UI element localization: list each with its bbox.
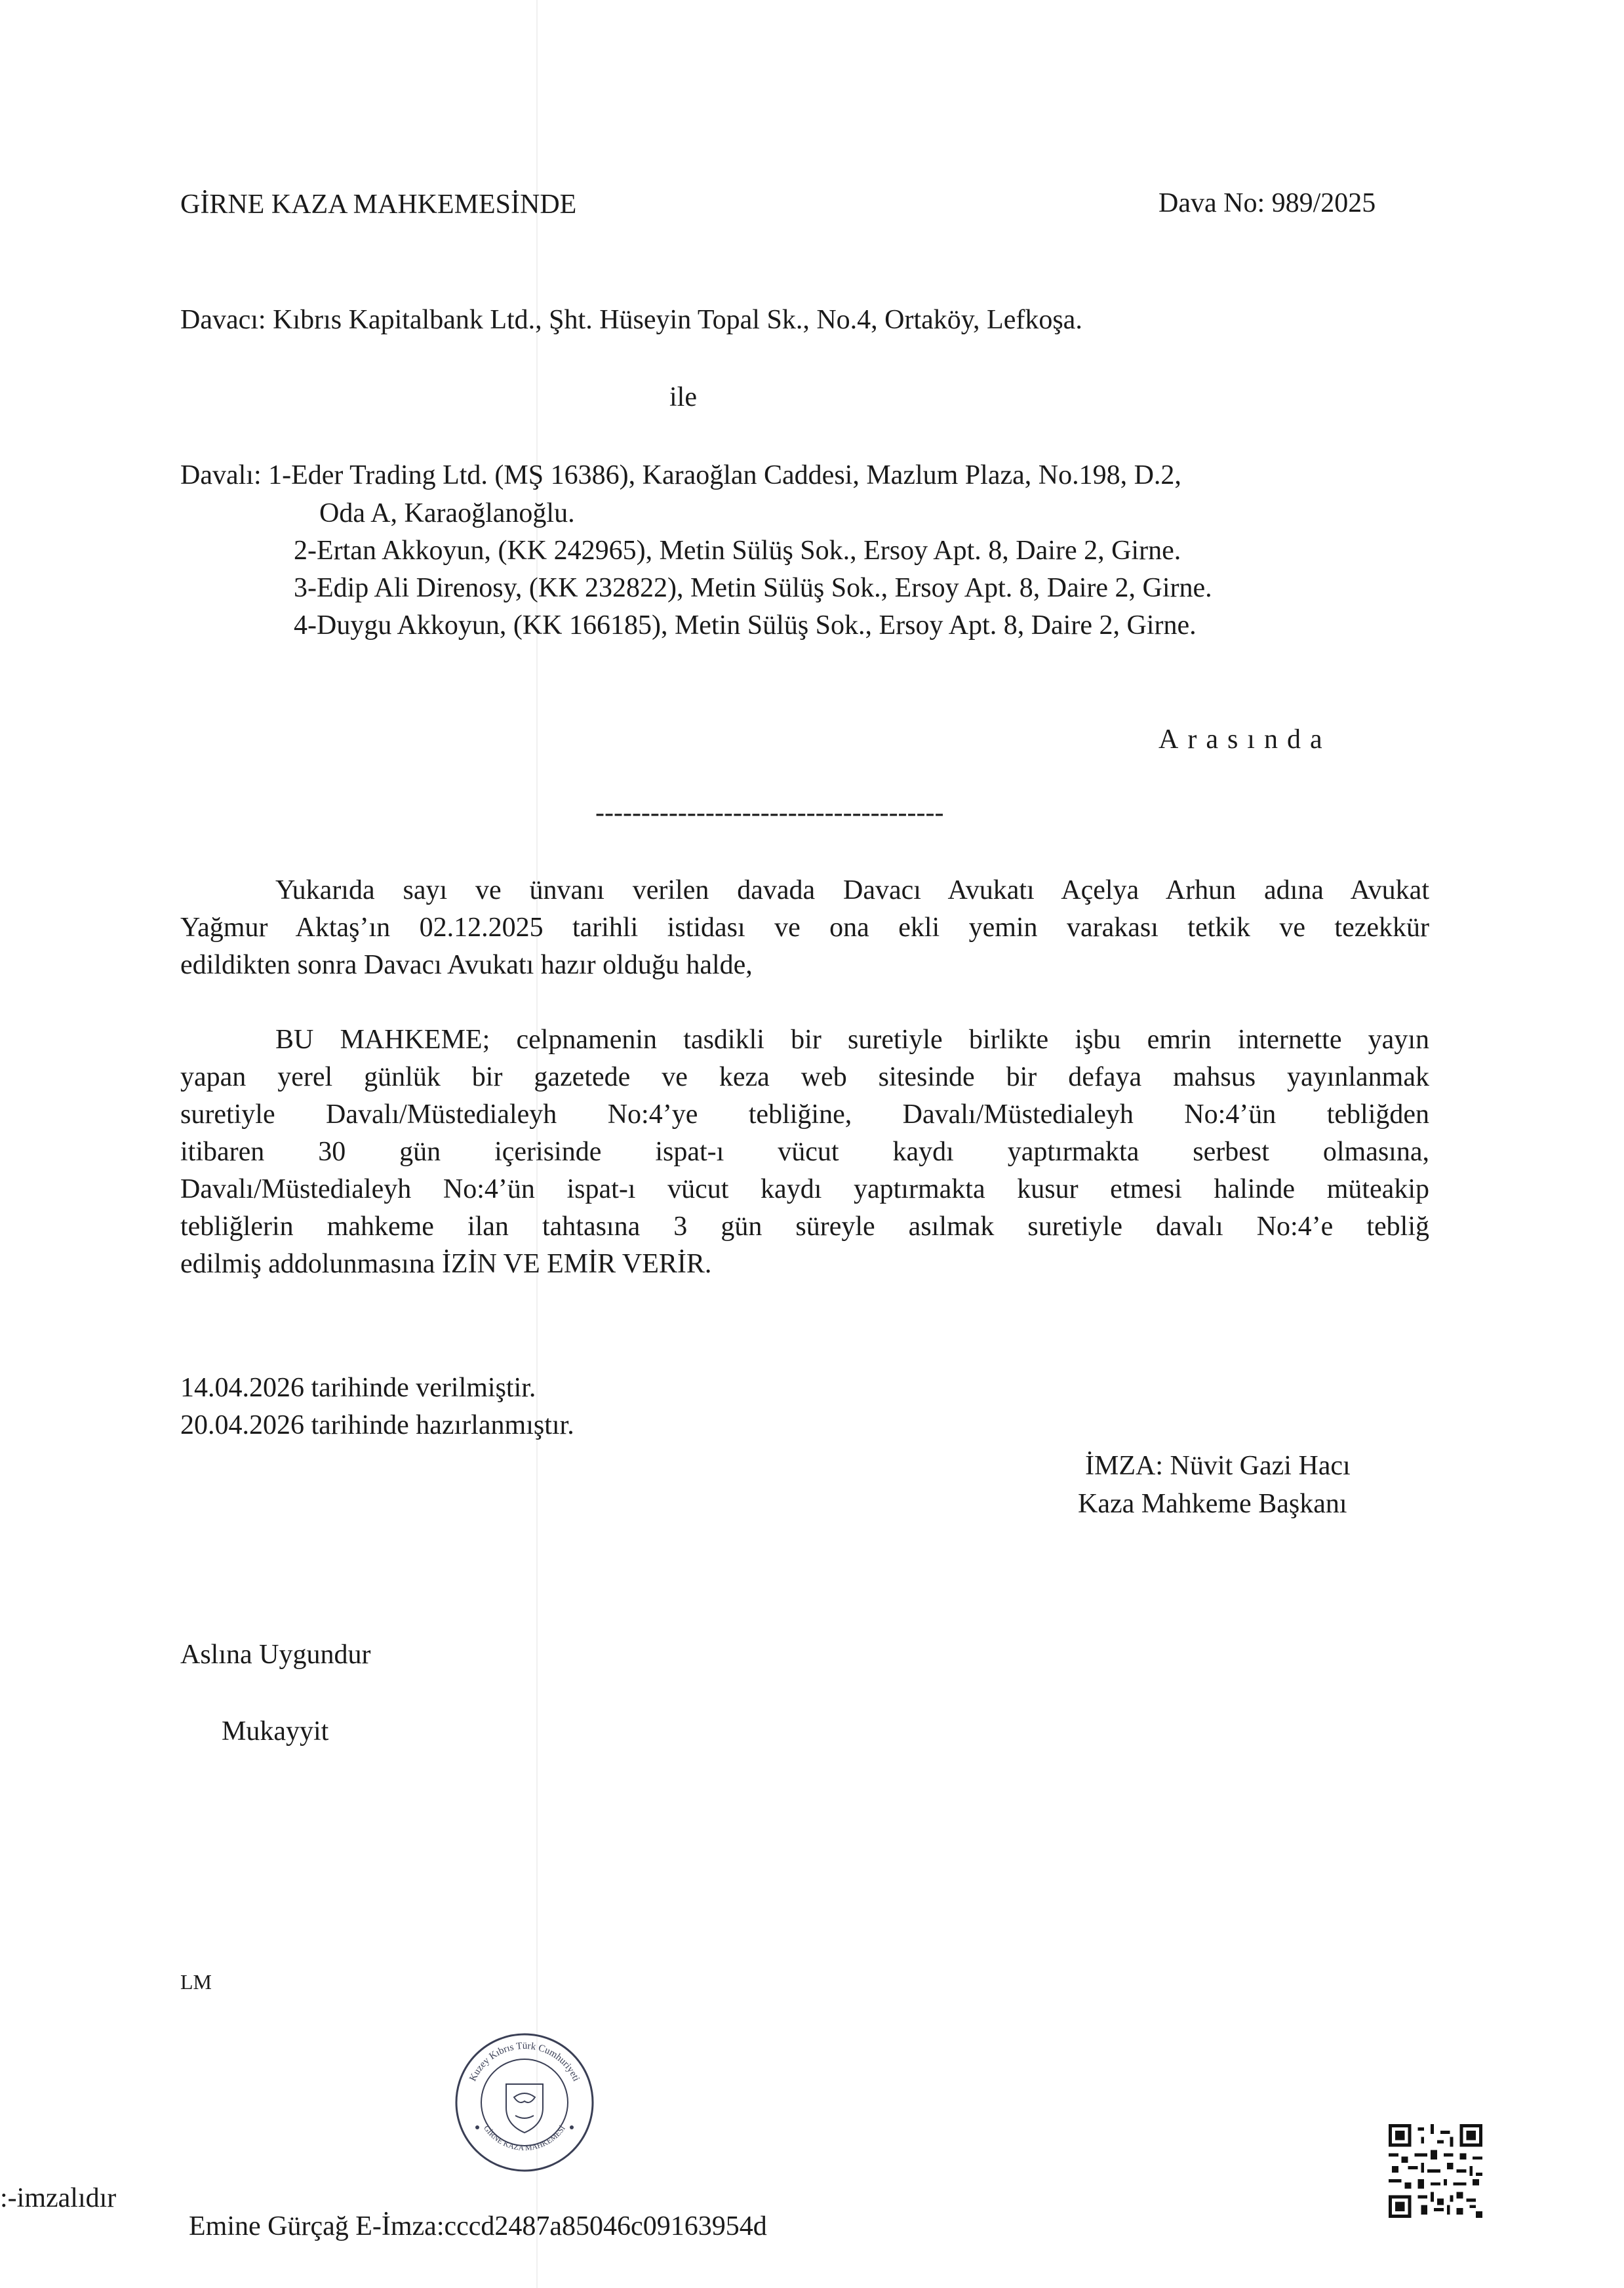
plaintiff-line: Davacı: Kıbrıs Kapitalbank Ltd., Şht. Hüseyin Topal Sk., No.4, Ortaköy, Lefkoşa. [180,305,1082,335]
defendant-line-3: 2-Ertan Akkoyun, (KK 242965), Metin Sülüş Sok., Ersoy Apt. 8, Daire 2, Girne. [294,536,1181,566]
intro-line: Yukarıda sayı ve ünvanı verilen davada Davacı Avukatı Açelya Arhun adına Avukat [275,875,1429,905]
defendant-line-4: 3-Edip Ali Direnosy, (KK 232822), Metin Sülüş Sok., Ersoy Apt. 8, Daire 2, Girne. [294,573,1212,603]
defendant-line-2: Oda A, Karaoğlanoğlu. [319,498,575,528]
e-signature-note: :-imzalıdır [0,2183,117,2213]
order-line: edilmiş addolunmasına İZİN VE EMİR VERİR. [180,1249,712,1279]
order-line: suretiyle Davalı/Müstedialeyh No:4’ye tebliğine, Davalı/Müstedialeyh No:4’ün tebliğden [180,1099,1429,1130]
order-line: BU MAHKEME; celpnamenin tasdikli bir suretiyle birlikte işbu emrin internette yayın [275,1025,1429,1055]
seal-top-text: Kuzey Kıbrıs Türk Cumhuriyeti [467,2041,582,2083]
intro-line: Yağmur Aktaş’ın 02.12.2025 tarihli istidası ve ona ekli yemin varakası tetkik ve tezekkür [180,913,1429,943]
order-line: Davalı/Müstedialeyh No:4’ün ispat-ı vücut kaydı yaptırmakta kusur etmesi halinde müteakip [180,1174,1429,1204]
defendant-line-5: 4-Duygu Akkoyun, (KK 166185), Metin Sülüş Sok., Ersoy Apt. 8, Daire 2, Girne. [294,610,1197,641]
defendant-line-1: Davalı: 1-Eder Trading Ltd. (MŞ 16386), Karaoğlan Caddesi, Mazlum Plaza, No.198, D.2, [180,460,1181,490]
intro-paragraph [180,872,1429,984]
order-paragraph [180,1021,1429,1283]
signature-name: İMZA: Nüvit Gazi Hacı [1085,1451,1351,1481]
order-line: yapan yerel günlük bir gazetede ve keza web sitesinde bir defaya mahsus yayınlanmak [180,1062,1429,1092]
svg-text:GİRNE KAZA MAHKEMESİ [482,2123,567,2152]
between-label: Arasında [1159,724,1332,755]
date-prepared: 20.04.2026 tarihinde hazırlanmıştır. [180,1410,574,1440]
signature-title: Kaza Mahkeme Başkanı [1078,1489,1347,1519]
date-given: 14.04.2026 tarihinde verilmiştir. [180,1373,536,1403]
connector-word: ile [669,382,697,412]
court-seal-stamp [451,2029,598,2176]
order-line: itibaren 30 gün içerisinde ispat-ı vücut kaydı yaptırmakta serbest olmasına, [180,1137,1429,1167]
case-number: Dava No: 989/2025 [1159,188,1376,218]
separator-line: -------------------------------------- [595,798,944,828]
seal-emblem-icon [506,2084,543,2133]
e-signature-line: Emine Gürçağ E-İmza:cccd2487a85046c09163954d [189,2211,767,2241]
certification-line-2: Mukayyit [222,1716,329,1746]
seal-bottom-text: GİRNE KAZA MAHKEMESİ [482,2123,567,2153]
order-line: tebliğlerin mahkeme ilan tahtasına 3 gün süreyle asılmak suretiyle davalı No:4’e tebliğ [180,1212,1429,1242]
certification-line-1: Aslına Uygundur [180,1640,371,1670]
intro-line: edildikten sonra Davacı Avukatı hazır olduğu halde, [180,950,753,980]
initials: LM [180,1970,212,1994]
court-title: GİRNE KAZA MAHKEMESİNDE [180,189,577,220]
qr-code-icon [1389,2124,1482,2218]
